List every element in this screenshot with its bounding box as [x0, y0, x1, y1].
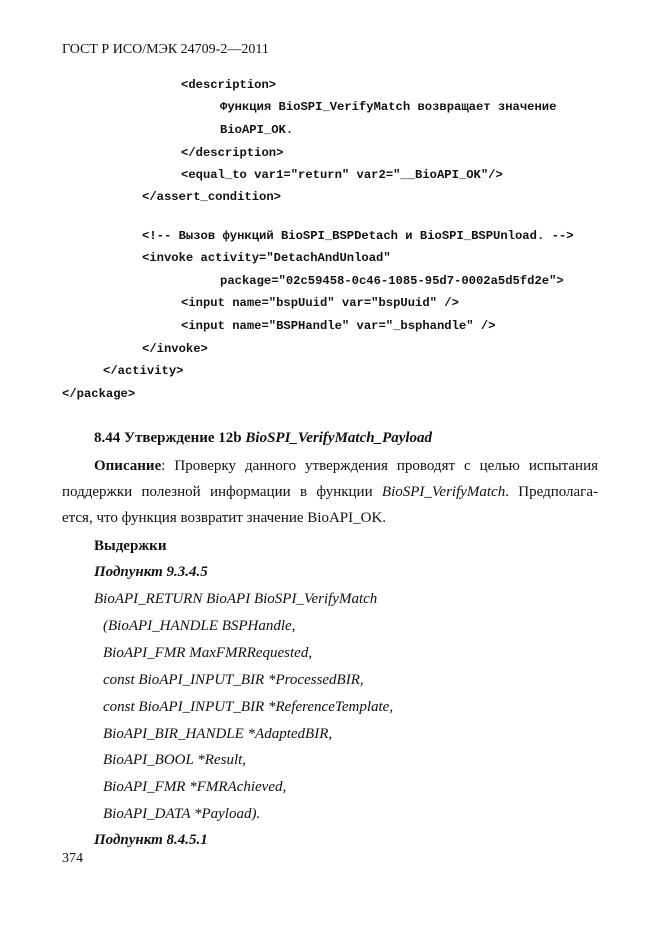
section-heading	[94, 430, 432, 447]
description-label: Описание	[94, 458, 162, 474]
code-line: </package>	[62, 387, 136, 401]
code-line: package="02c59458-0c46-1085-95d7-0002a5d5fd2e">	[220, 274, 564, 288]
description-text: ется, что функция возвратит значение BioAPI_OK.	[62, 510, 387, 526]
page-number: 374	[62, 851, 83, 866]
code-line: <invoke activity="DetachAndUnload"	[142, 251, 391, 265]
signature-line: BioAPI_BOOL *Result,	[103, 752, 247, 768]
code-line: Функция BioSPI_VerifyMatch возвращает значение	[220, 100, 557, 114]
code-line: <input name="bspUuid" var="bspUuid" />	[181, 296, 459, 310]
signature-line: const BioAPI_INPUT_BIR *ProcessedBIR,	[103, 672, 364, 688]
section-title-italic: BioSPI_VerifyMatch_Payload	[245, 430, 433, 446]
description-paragraph	[62, 453, 598, 531]
code-line: </assert_condition>	[142, 190, 281, 204]
code-line: </activity>	[103, 364, 184, 378]
section-number-title: 8.44 Утверждение 12b	[94, 430, 246, 446]
signature-line: const BioAPI_INPUT_BIR *ReferenceTemplate,	[103, 699, 394, 715]
code-line: BioAPI_OK.	[220, 123, 294, 137]
signature-line: (BioAPI_HANDLE BSPHandle,	[103, 618, 296, 634]
code-line: <description>	[181, 78, 277, 92]
code-line: <equal_to var1="return" var2="__BioAPI_OK"/>	[181, 168, 503, 182]
description-text: : Проверку данного утверждения проводят с целью испытания	[161, 458, 598, 474]
signature-line: BioAPI_FMR *FMRAchieved,	[103, 779, 287, 795]
code-line: </invoke>	[142, 342, 208, 356]
description-text: поддержки полезной информации в функции	[62, 484, 382, 500]
signature-line: BioAPI_FMR MaxFMRRequested,	[103, 645, 313, 661]
page-header: ГОСТ Р ИСО/МЭК 24709-2—2011	[62, 42, 269, 57]
extracts-heading: Выдержки	[94, 538, 167, 554]
subclause-heading: Подпункт 9.3.4.5	[94, 564, 208, 580]
signature-line: BioAPI_BIR_HANDLE *AdaptedBIR,	[103, 726, 333, 742]
code-comment: <!-- Вызов функций BioSPI_BSPDetach и BioSPI_BSPUnload. -->	[142, 229, 574, 243]
description-text: . Предполага-	[505, 484, 598, 500]
function-name: BioSPI_VerifyMatch	[381, 484, 506, 500]
signature-line: BioAPI_DATA *Payload).	[103, 806, 261, 822]
subclause-heading: Подпункт 8.4.5.1	[94, 832, 208, 848]
code-line: </description>	[181, 146, 284, 160]
code-line: <input name="BSPHandle" var="_bsphandle" />	[181, 319, 496, 333]
signature-line: BioAPI_RETURN BioAPI BioSPI_VerifyMatch	[94, 591, 378, 607]
